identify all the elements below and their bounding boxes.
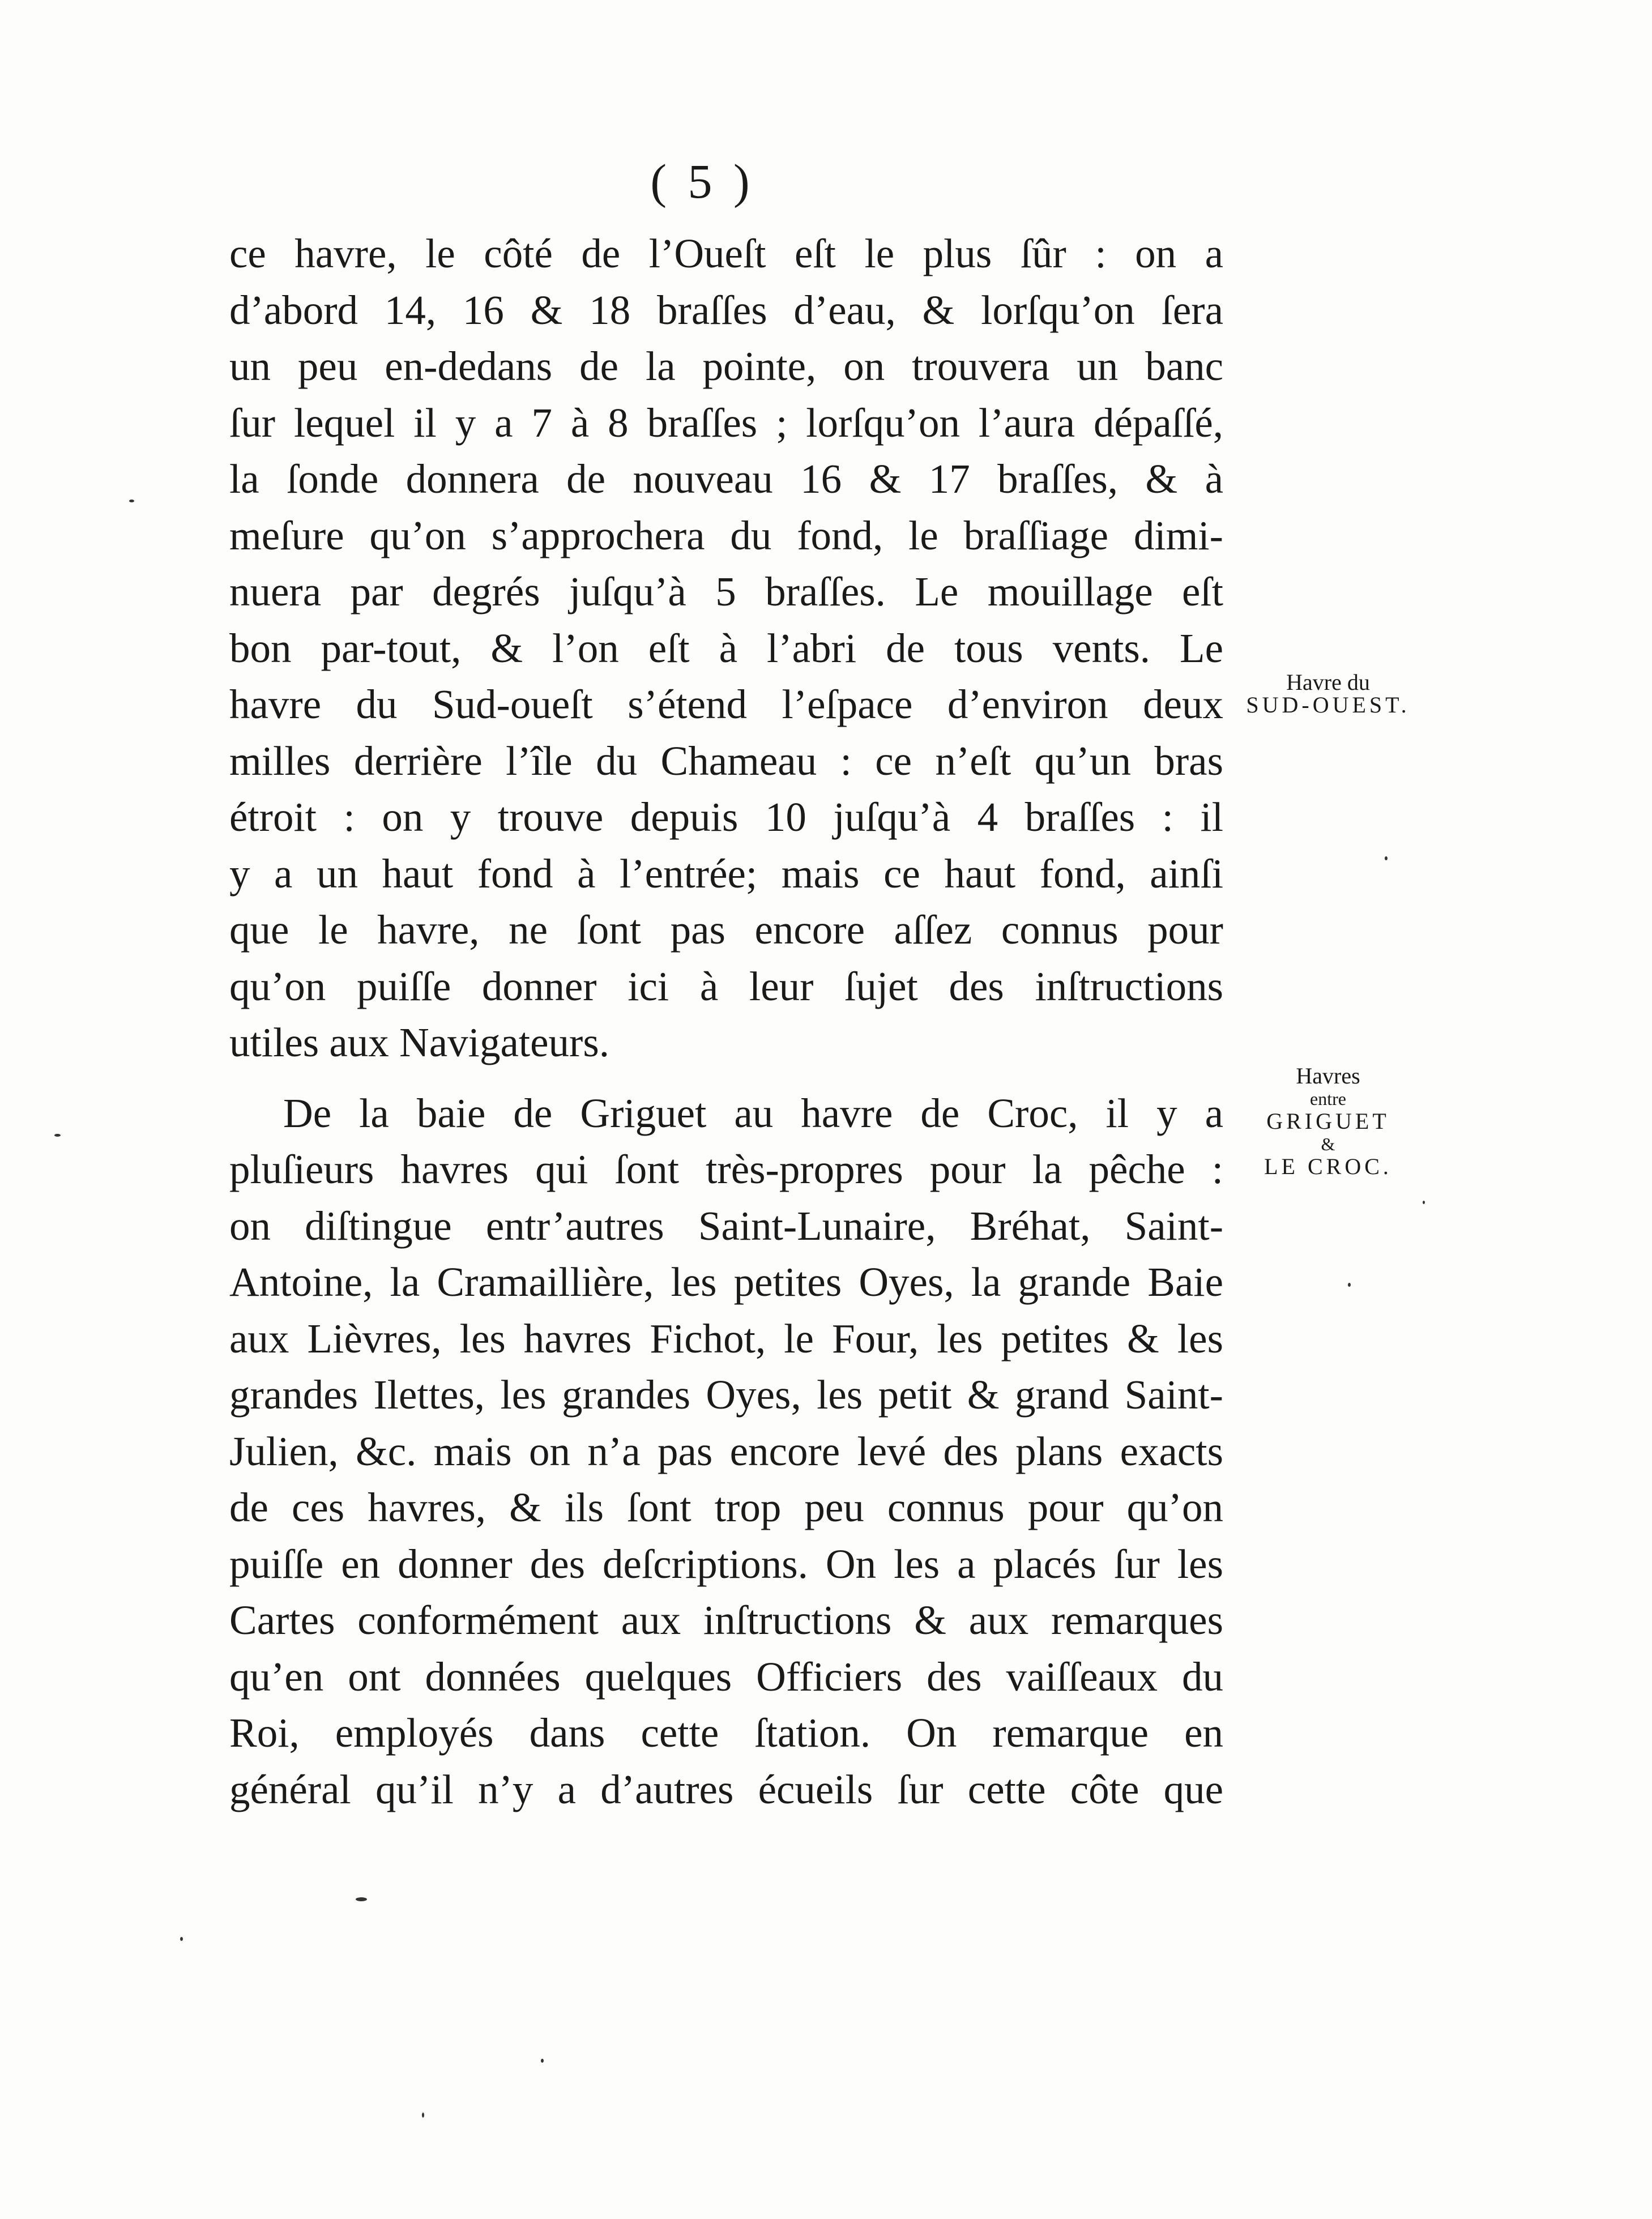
ink-speck (54, 1134, 61, 1137)
text-line: la ſonde donnera de nouveau 16 & 17 braſſes, & à (229, 456, 1223, 502)
text-line: général qu’il n’y a d’autres écueils ſur cette côte que (229, 1766, 1223, 1812)
margin-note-line: Havres (1296, 1063, 1360, 1089)
text-line: étroit : on y trouve depuis 10 juſqu’à 4 braſſes : il (229, 794, 1223, 840)
text-line: ce havre, le côté de l’Oueſt eſt le plus ſûr : on a (229, 231, 1223, 276)
text-line: aux Lièvres, les havres Fichot, le Four, les petites & les (229, 1315, 1223, 1362)
body-text (229, 225, 1223, 1817)
ink-speck (129, 500, 134, 502)
ink-speck (1423, 1201, 1425, 1204)
ink-speck (422, 2113, 424, 2118)
margin-note-line: & (1321, 1134, 1335, 1154)
text-line: nuera par degrés juſqu’à 5 braſſes. Le mouillage eſt (229, 569, 1223, 615)
text-line: pluſieurs havres qui ſont très-propres pour la pêche : (229, 1146, 1223, 1192)
text-line: utiles aux Navigateurs. (229, 1019, 610, 1065)
page-number: ( 5 ) (650, 154, 754, 208)
text-line: Roi, employés dans cette ſtation. On remarque en (229, 1710, 1223, 1756)
margin-note-havre-du-sud-ouest (1243, 671, 1413, 716)
paragraph-gap (229, 1071, 1223, 1085)
text-line: qu’on puiſſe donner ici à leur ſujet des inſtructions (229, 963, 1223, 1009)
ink-speck (356, 1897, 367, 1901)
margin-note-line: entre (1310, 1089, 1346, 1109)
text-line: Antoine, la Cramaillière, les petites Oyes, la grande Baie (229, 1259, 1223, 1305)
ink-speck (1385, 856, 1388, 860)
text-line: bon par-tout, & l’on eſt à l’abri de tous vents. Le (229, 625, 1223, 671)
text-line: De la baie de Griguet au havre de Croc, il y a (283, 1090, 1223, 1136)
text-line: milles derrière l’île du Chameau : ce n’eſt qu’un bras (229, 737, 1223, 784)
text-line: on diſtingue entr’autres Saint-Lunaire, Bréhat, Saint- (229, 1202, 1223, 1249)
text-line: meſure qu’on s’approchera du fond, le braſſiage dimi- (229, 512, 1223, 558)
text-line: Julien, &c. mais on n’a pas encore levé des plans exacts (229, 1428, 1223, 1474)
text-line: y a un haut fond à l’entrée; mais ce haut fond, ainſi (229, 850, 1223, 897)
text-line: un peu en-dedans de la pointe, on trouvera un banc (229, 343, 1223, 389)
text-line: havre du Sud-oueſt s’étend l’eſpace d’environ deux (229, 681, 1223, 727)
text-line: que le havre, ne ſont pas encore aſſez connus pour (229, 907, 1223, 953)
text-line: qu’en ont données quelques Officiers des vaiſſeaux du (229, 1653, 1223, 1700)
margin-note-line: LE CROC. (1264, 1154, 1392, 1179)
text-line: de ces havres, & ils ſont trop peu connus pour qu’on (229, 1484, 1223, 1530)
ink-speck (180, 1937, 183, 1941)
text-line: puiſſe en donner des deſcriptions. On les a placés ſur les (229, 1541, 1223, 1587)
text-line: Cartes conformément aux inſtructions & aux remarques (229, 1597, 1223, 1643)
ink-speck (541, 2059, 544, 2063)
ink-speck (1348, 1283, 1351, 1287)
text-line: d’abord 14, 16 & 18 braſſes d’eau, & lorſqu’on ſera (229, 287, 1223, 333)
margin-note-line: Havre du (1286, 669, 1370, 695)
text-line: grandes Ilettes, les grandes Oyes, les petit & grand Saint- (229, 1372, 1223, 1418)
margin-note-line: GRIGUET (1266, 1108, 1390, 1134)
text-line: ſur lequel il y a 7 à 8 braſſes ; lorſqu’on l’aura dépaſſé, (229, 399, 1223, 446)
margin-note-line: SUD-OUEST. (1246, 692, 1410, 718)
margin-note-havres-entre (1229, 1065, 1427, 1178)
